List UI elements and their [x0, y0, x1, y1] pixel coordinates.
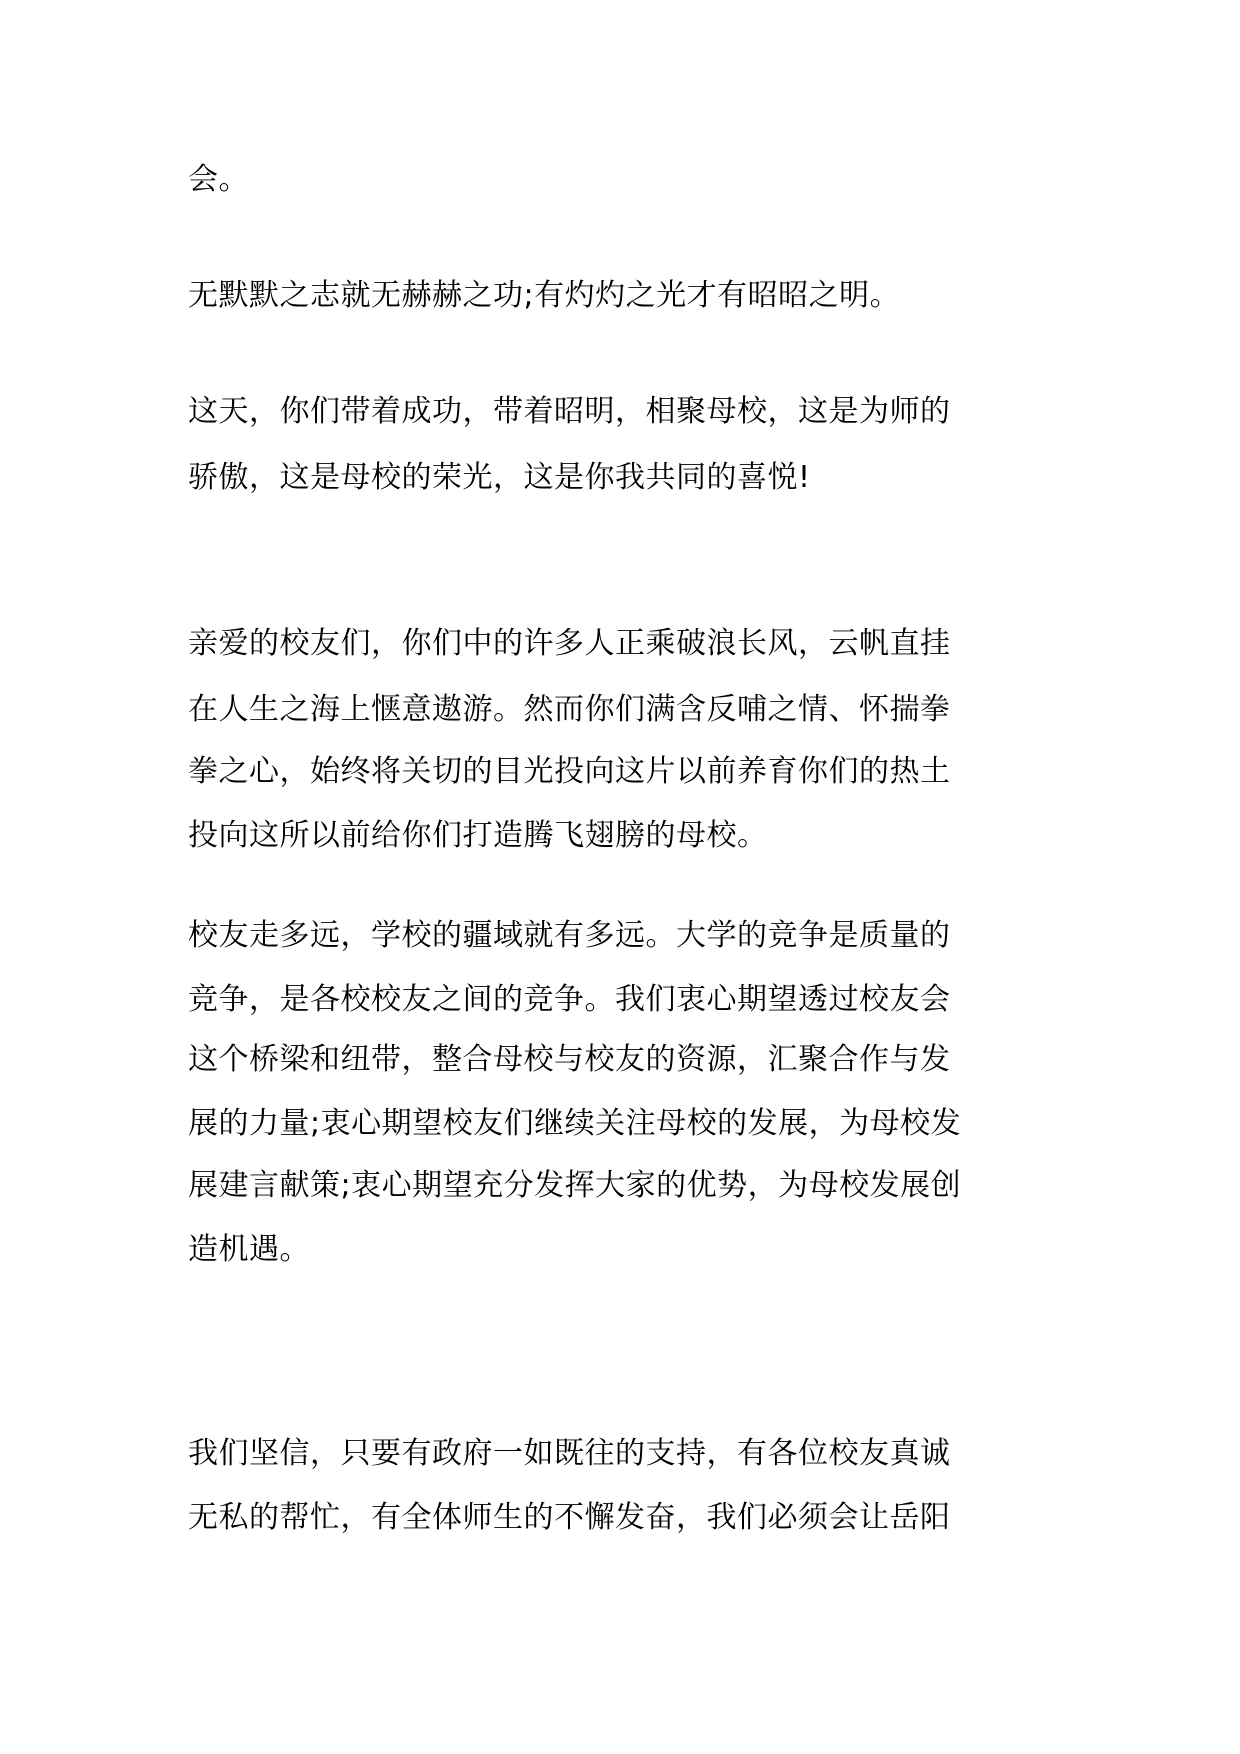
- paragraph-5-line-2: 竞争，是各校校友之间的竞争。我们衷心期望透过校友会: [188, 982, 951, 1017]
- paragraph-5-line-4: 展的力量;衷心期望校友们继续关注母校的发展，为母校发: [188, 1106, 962, 1141]
- paragraph-3-line-2: 骄傲，这是母校的荣光，这是你我共同的喜悦!: [188, 460, 811, 495]
- paragraph-4-line-2: 在人生之海上惬意遨游。然而你们满含反哺之情、怀揣拳: [188, 692, 951, 727]
- paragraph-5-line-6: 造机遇。: [188, 1232, 310, 1267]
- paragraph-4-line-3: 拳之心，始终将关切的目光投向这片以前养育你们的热土: [188, 754, 951, 789]
- paragraph-5-line-1: 校友走多远，学校的疆域就有多远。大学的竞争是质量的: [188, 918, 951, 953]
- paragraph-5-line-5: 展建言献策;衷心期望充分发挥大家的优势，为母校发展创: [188, 1168, 962, 1203]
- paragraph-6-line-2: 无私的帮忙，有全体师生的不懈发奋，我们必须会让岳阳: [188, 1500, 951, 1535]
- paragraph-2-line-1: 无默默之志就无赫赫之功;有灼灼之光才有昭昭之明。: [188, 278, 901, 313]
- paragraph-1-line-1: 会。: [188, 162, 249, 197]
- paragraph-5-line-3: 这个桥梁和纽带，整合母校与校友的资源，汇聚合作与发: [188, 1042, 951, 1077]
- paragraph-4-line-1: 亲爱的校友们，你们中的许多人正乘破浪长风，云帆直挂: [188, 626, 951, 661]
- paragraph-4-line-4: 投向这所以前给你们打造腾飞翅膀的母校。: [188, 818, 768, 853]
- paragraph-3-line-1: 这天，你们带着成功，带着昭明，相聚母校，这是为师的: [188, 394, 951, 429]
- paragraph-6-line-1: 我们坚信，只要有政府一如既往的支持，有各位校友真诚: [188, 1436, 951, 1471]
